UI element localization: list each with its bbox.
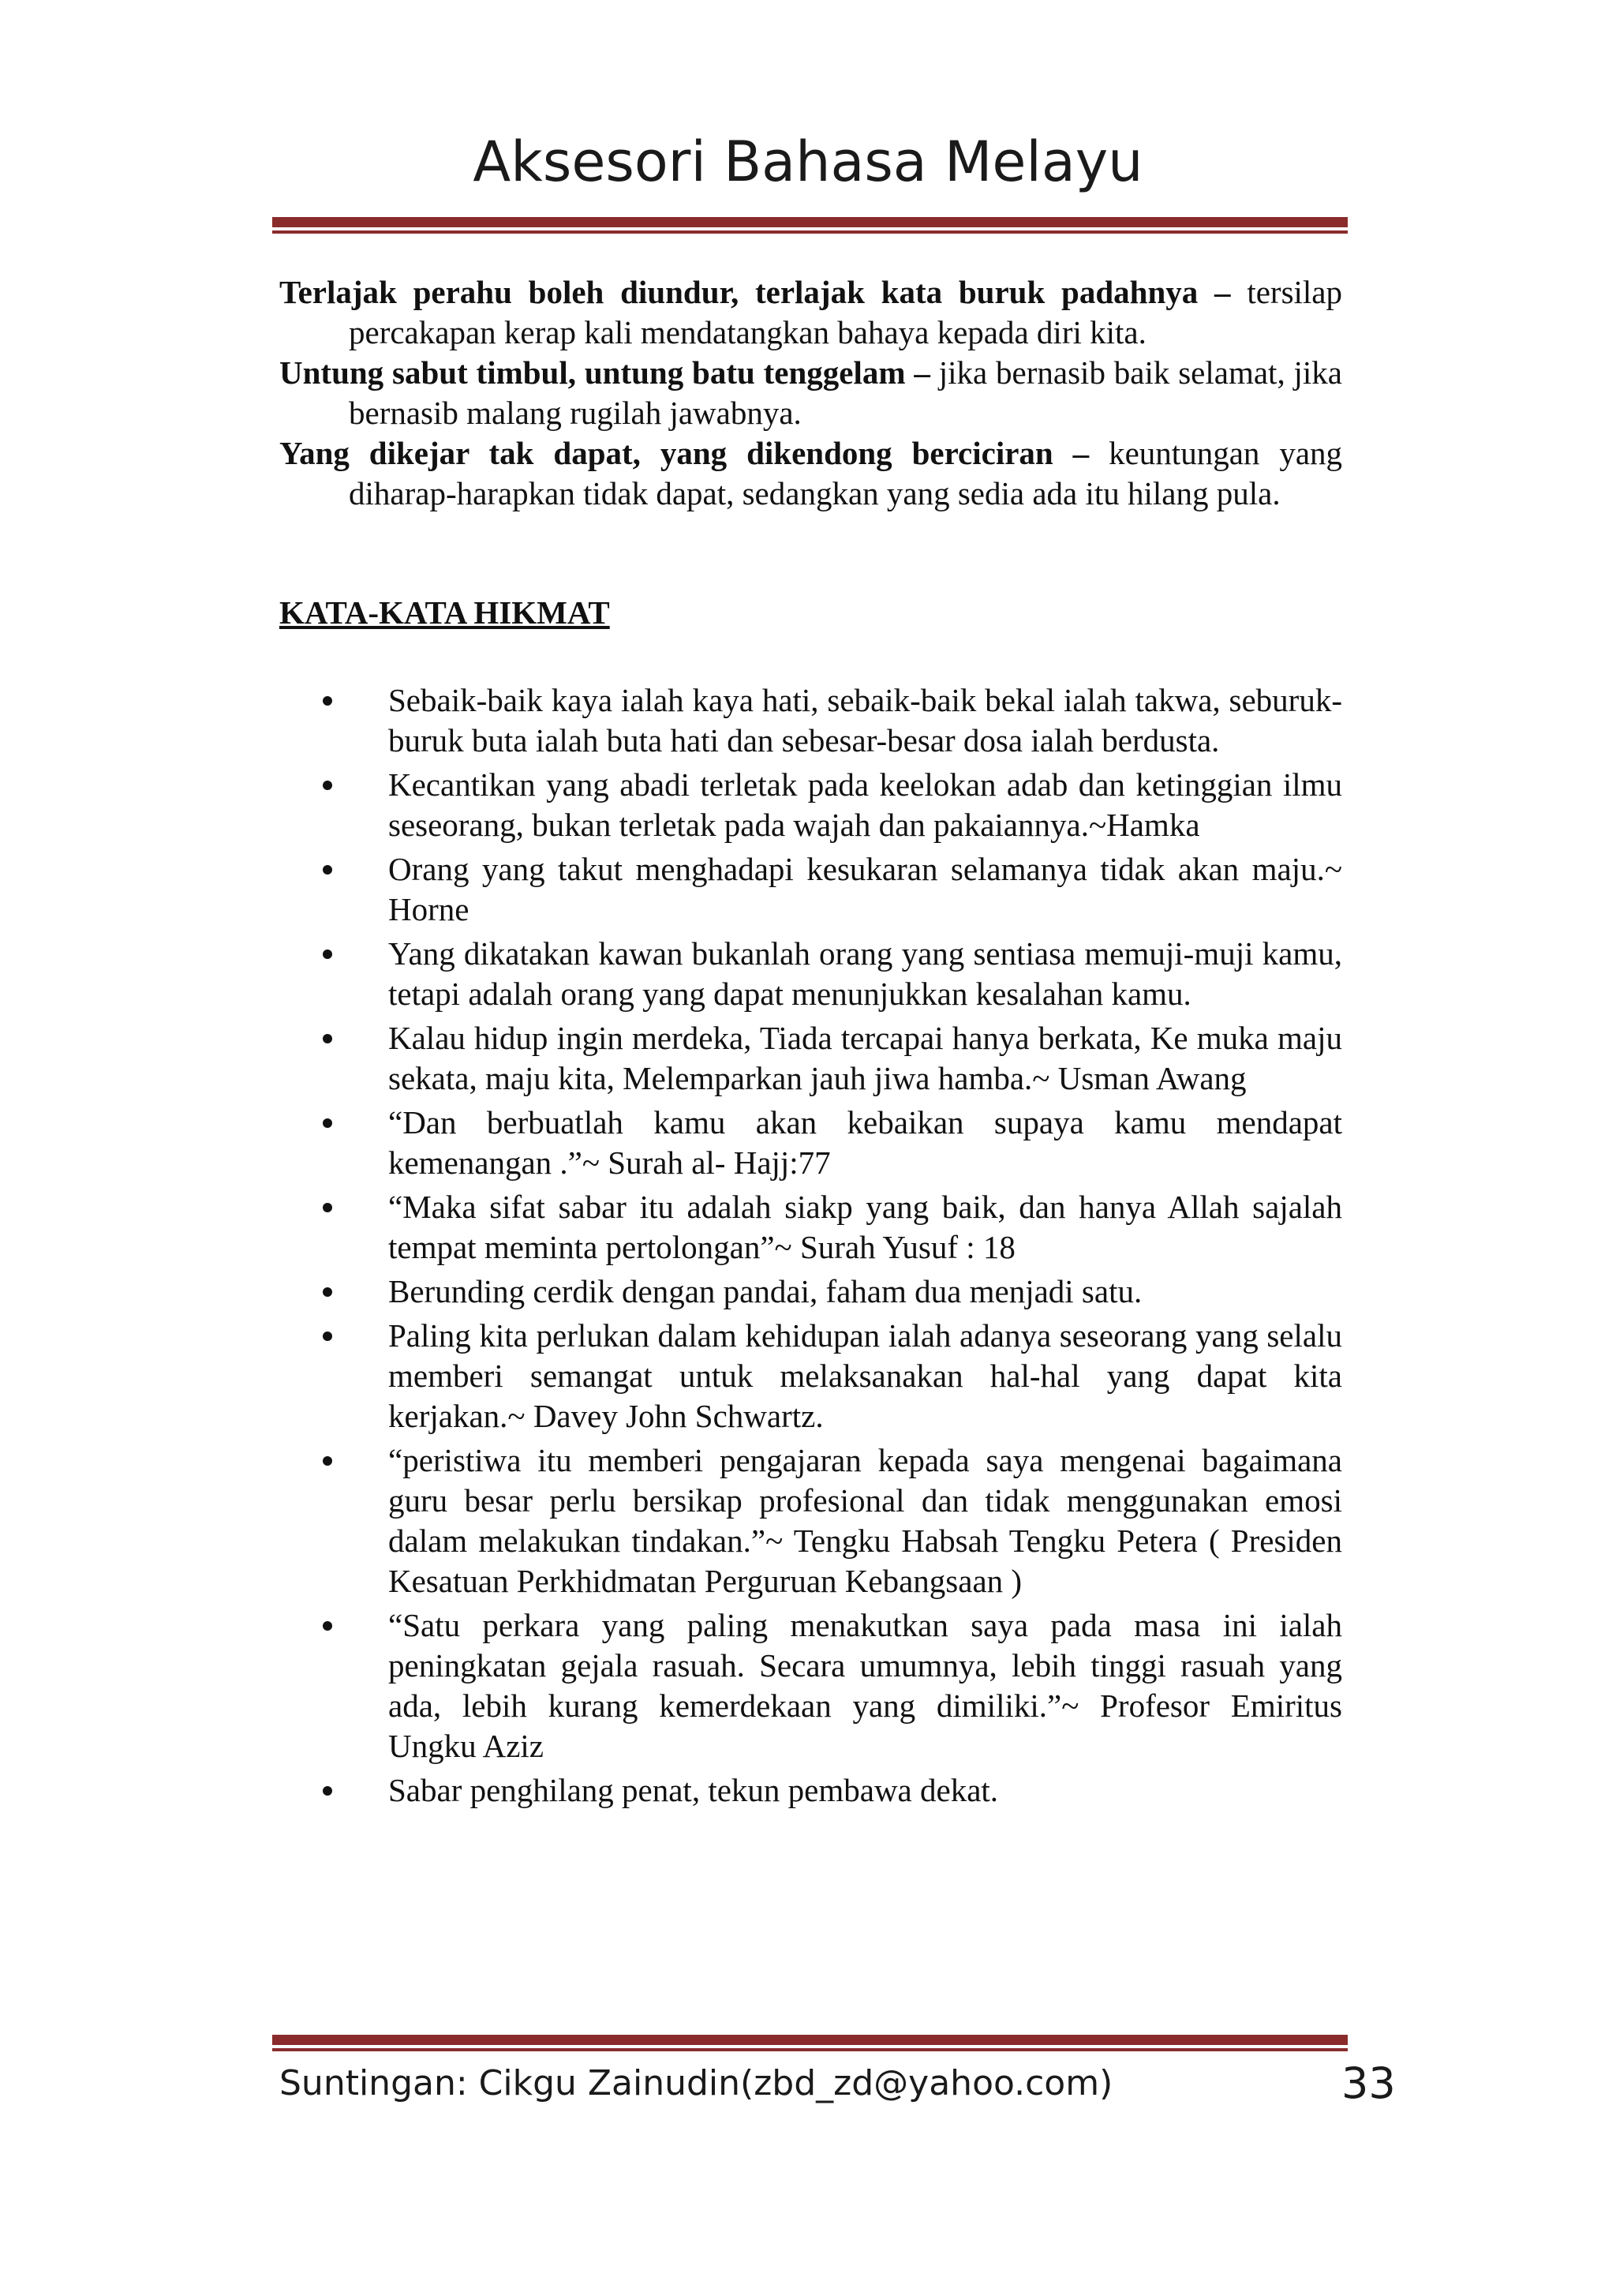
bullet-icon [323,1456,332,1466]
bullet-icon [323,865,332,875]
proverb-term: Yang dikejar tak dapat, yang dikendong berciciran – [279,435,1090,471]
bullet-icon [323,1332,332,1341]
section-heading: KATA-KATA HIKMAT [279,594,610,631]
quote-text: “Dan berbuatlah kamu akan kebaikan supaya kamu mendapat kemenangan .”~ Surah al- Hajj:77 [388,1104,1342,1181]
quote-text: “Satu perkara yang paling menakutkan saya pada masa ini ialah peningkatan gejala rasuah. Secara umumnya, lebih tinggi rasuah yang ada, lebih kurang kemerdekaan yang dimiliki.”~ Profesor Emiritus Ungku Aziz [388,1607,1342,1764]
quote-item [279,1187,1342,1268]
proverb-entry [279,272,1342,353]
bullet-icon [323,696,332,706]
bullet-icon [323,1786,332,1796]
bullet-icon [323,1034,332,1043]
proverb-term: Terlajak perahu boleh diundur, terlajak kata buruk padahnya – [279,274,1231,310]
quote-text: Sabar penghilang penat, tekun pembawa dekat. [388,1772,999,1808]
quote-text: Kalau hidup ingin merdeka, Tiada tercapai hanya berkata, Ke muka maju sekata, maju kita, Melemparkan jauh jiwa hamba.~ Usman Awang [388,1020,1342,1096]
quote-text: Orang yang takut menghadapi kesukaran selamanya tidak akan maju.~ Horne [388,851,1342,927]
quote-text: “Maka sifat sabar itu adalah siakp yang baik, dan hanya Allah sajalah tempat meminta pertolongan”~ Surah Yusuf : 18 [388,1189,1342,1265]
quote-item [279,1440,1342,1601]
quote-text: Berunding cerdik dengan pandai, faham dua menjadi satu. [388,1273,1143,1309]
quote-text: Kecantikan yang abadi terletak pada keelokan adab dan ketinggian ilmu seseorang, bukan terletak pada wajah dan pakaiannya.~Hamka [388,766,1342,843]
proverb-entry [279,353,1342,433]
bullet-icon [323,1118,332,1128]
bullet-icon [323,1287,332,1297]
quote-item [279,1018,1342,1099]
quote-list [279,680,1342,1811]
page-content [279,272,1342,1815]
page-header-title: Aksesori Bahasa Melayu [473,129,1143,194]
bullet-icon [323,949,332,959]
quote-text: Yang dikatakan kawan bukanlah orang yang sentiasa memuji-muji kamu, tetapi adalah orang yang dapat menunjukkan kesalahan kamu. [388,935,1342,1012]
bullet-icon [323,1203,332,1212]
header-divider [272,217,1348,234]
proverb-entry [279,433,1342,514]
proverb-list [279,272,1342,514]
quote-item [279,1605,1342,1766]
footer-credit: Suntingan: Cikgu Zainudin(zbd_zd@yahoo.com) [279,2063,1113,2103]
footer-divider [272,2035,1348,2051]
quote-item [279,849,1342,930]
quote-item [279,1103,1342,1183]
quote-item [279,1770,1342,1811]
quote-text: Paling kita perlukan dalam kehidupan ialah adanya seseorang yang selalu memberi semangat untuk melaksanakan hal-hal yang dapat kita kerjakan.~ Davey John Schwartz. [388,1317,1342,1434]
quote-text: “peristiwa itu memberi pengajaran kepada saya mengenai bagaimana guru besar perlu bersikap profesional dan tidak menggunakan emosi dalam melakukan tindakan.”~ Tengku Habsah Tengku Petera ( Presiden Kesatuan Perkhidmatan Perguruan Kebangsaan ) [388,1442,1342,1599]
quote-item [279,680,1342,761]
proverb-meaning: keuntungan yang diharap-harapkan tidak dapat, sedangkan yang sedia ada itu hilang pula. [349,435,1343,511]
quote-item [279,765,1342,845]
quote-item [279,1272,1342,1312]
bullet-icon [323,781,332,790]
proverb-meaning: tersilap percakapan kerap kali mendatangkan bahaya kepada diri kita. [349,274,1343,350]
quote-item [279,934,1342,1014]
page-number: 33 [1341,2058,1396,2108]
proverb-term: Untung sabut timbul, untung batu tenggelam – [279,354,930,391]
bullet-icon [323,1621,332,1631]
quote-text: Sebaik-baik kaya ialah kaya hati, sebaik-baik bekal ialah takwa, seburuk-buruk buta ialah buta hati dan sebesar-besar dosa ialah berdusta. [388,682,1342,758]
proverb-meaning: jika bernasib baik selamat, jika bernasib malang rugilah jawabnya. [349,354,1343,431]
quote-item [279,1316,1342,1436]
